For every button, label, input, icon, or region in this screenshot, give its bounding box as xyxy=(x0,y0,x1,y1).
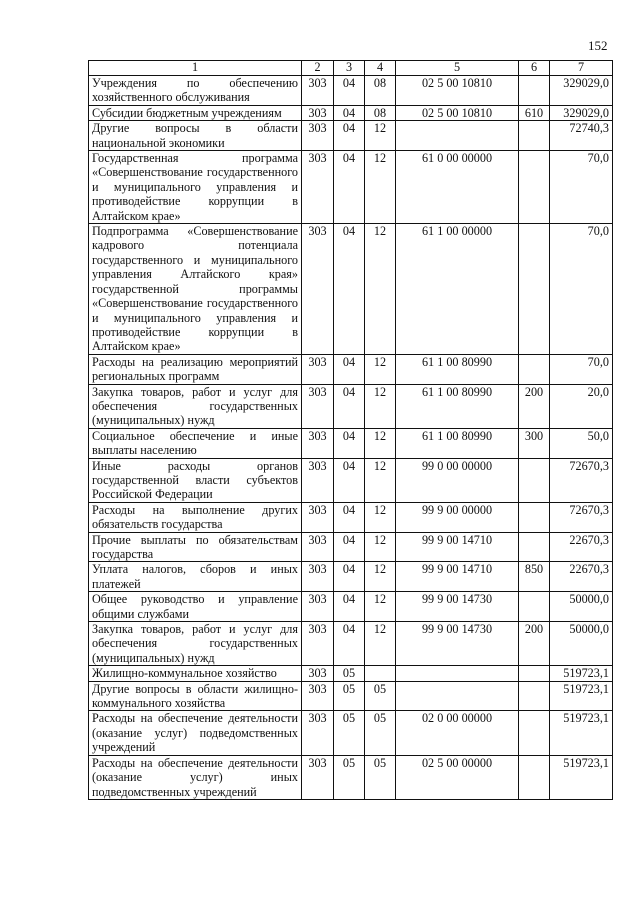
row-amount: 20,0 xyxy=(550,384,613,428)
row-code-subsection: 12 xyxy=(365,532,396,562)
row-code-subsection: 12 xyxy=(365,384,396,428)
row-code-target xyxy=(396,681,519,711)
row-name: Другие вопросы в области национальной экономики xyxy=(89,121,302,151)
row-code-admin: 303 xyxy=(302,502,334,532)
row-code-admin: 303 xyxy=(302,384,334,428)
row-code-section: 04 xyxy=(334,224,365,355)
row-code-admin: 303 xyxy=(302,428,334,458)
table-row xyxy=(89,666,613,681)
row-name: Расходы на выполнение других обязательств государства xyxy=(89,502,302,532)
row-name: Общее руководство и управление общими службами xyxy=(89,592,302,622)
row-code-admin: 303 xyxy=(302,666,334,681)
row-code-target: 61 1 00 80990 xyxy=(396,354,519,384)
row-code-subsection: 12 xyxy=(365,622,396,666)
row-amount: 70,0 xyxy=(550,224,613,355)
row-code-admin: 303 xyxy=(302,121,334,151)
row-code-admin: 303 xyxy=(302,711,334,755)
row-code-target: 99 9 00 14710 xyxy=(396,562,519,592)
row-code-target: 99 9 00 14710 xyxy=(396,532,519,562)
row-code-section: 04 xyxy=(334,532,365,562)
row-code-subsection: 08 xyxy=(365,105,396,120)
row-code-expense-type xyxy=(519,76,550,106)
row-code-admin: 303 xyxy=(302,532,334,562)
table-row xyxy=(89,532,613,562)
row-code-section: 04 xyxy=(334,562,365,592)
row-code-section: 05 xyxy=(334,755,365,799)
row-amount: 72670,3 xyxy=(550,458,613,502)
row-code-target xyxy=(396,121,519,151)
row-amount: 519723,1 xyxy=(550,711,613,755)
row-code-admin: 303 xyxy=(302,681,334,711)
table-row xyxy=(89,755,613,799)
row-code-target: 99 0 00 00000 xyxy=(396,458,519,502)
row-code-admin: 303 xyxy=(302,151,334,224)
row-code-subsection: 12 xyxy=(365,354,396,384)
row-code-expense-type xyxy=(519,592,550,622)
table-row xyxy=(89,562,613,592)
row-code-subsection: 12 xyxy=(365,458,396,502)
row-code-target: 61 1 00 80990 xyxy=(396,428,519,458)
row-code-subsection: 12 xyxy=(365,224,396,355)
row-code-expense-type xyxy=(519,458,550,502)
header-cell-5: 5 xyxy=(396,61,519,76)
budget-table xyxy=(88,60,613,800)
row-code-section: 04 xyxy=(334,622,365,666)
header-cell-3: 3 xyxy=(334,61,365,76)
row-code-expense-type xyxy=(519,224,550,355)
row-amount: 50,0 xyxy=(550,428,613,458)
row-amount: 22670,3 xyxy=(550,562,613,592)
row-code-section: 04 xyxy=(334,458,365,502)
row-code-target: 99 9 00 00000 xyxy=(396,502,519,532)
row-code-target: 02 0 00 00000 xyxy=(396,711,519,755)
header-cell-1: 1 xyxy=(89,61,302,76)
row-code-section: 04 xyxy=(334,592,365,622)
row-code-expense-type xyxy=(519,502,550,532)
row-code-expense-type: 300 xyxy=(519,428,550,458)
row-amount: 70,0 xyxy=(550,354,613,384)
header-cell-2: 2 xyxy=(302,61,334,76)
row-amount: 329029,0 xyxy=(550,76,613,106)
row-code-admin: 303 xyxy=(302,562,334,592)
row-name: Закупка товаров, работ и услуг для обеспечения государственных (муниципальных) нужд xyxy=(89,384,302,428)
header-cell-7: 7 xyxy=(550,61,613,76)
row-code-expense-type: 200 xyxy=(519,384,550,428)
row-amount: 72670,3 xyxy=(550,502,613,532)
table-row xyxy=(89,76,613,106)
row-code-target: 61 1 00 00000 xyxy=(396,224,519,355)
row-code-admin: 303 xyxy=(302,592,334,622)
row-code-section: 04 xyxy=(334,105,365,120)
row-name: Подпрограмма «Совершенствование кадрового потенциала государственного и муниципального управления Алтайского края» государственной программы «Совершенствование государственного и муниципального управления и противодействие коррупции в Алтайском крае» xyxy=(89,224,302,355)
row-name: Иные расходы органов государственной власти субъектов Российской Федерации xyxy=(89,458,302,502)
row-code-subsection: 12 xyxy=(365,562,396,592)
row-name: Социальное обеспечение и иные выплаты населению xyxy=(89,428,302,458)
row-amount: 519723,1 xyxy=(550,755,613,799)
row-code-expense-type xyxy=(519,711,550,755)
row-name: Прочие выплаты по обязательствам государства xyxy=(89,532,302,562)
row-code-section: 05 xyxy=(334,681,365,711)
row-code-section: 04 xyxy=(334,121,365,151)
row-code-admin: 303 xyxy=(302,76,334,106)
row-code-subsection: 12 xyxy=(365,428,396,458)
row-code-subsection: 12 xyxy=(365,592,396,622)
row-name: Расходы на обеспечение деятельности (оказание услуг) иных подведомственных учреждений xyxy=(89,755,302,799)
row-code-subsection: 12 xyxy=(365,151,396,224)
table-row xyxy=(89,458,613,502)
row-amount: 72740,3 xyxy=(550,121,613,151)
row-code-expense-type: 200 xyxy=(519,622,550,666)
row-name: Учреждения по обеспечению хозяйственного обслуживания xyxy=(89,76,302,106)
row-name: Другие вопросы в области жилищно-коммунального хозяйства xyxy=(89,681,302,711)
row-amount: 519723,1 xyxy=(550,681,613,711)
row-code-target: 02 5 00 10810 xyxy=(396,105,519,120)
header-cell-4: 4 xyxy=(365,61,396,76)
row-code-section: 04 xyxy=(334,502,365,532)
row-code-target: 02 5 00 00000 xyxy=(396,755,519,799)
row-code-expense-type xyxy=(519,666,550,681)
table-row xyxy=(89,224,613,355)
row-code-section: 05 xyxy=(334,666,365,681)
row-code-section: 05 xyxy=(334,711,365,755)
header-row xyxy=(89,61,613,76)
row-code-target: 99 9 00 14730 xyxy=(396,592,519,622)
row-name: Субсидии бюджетным учреждениям xyxy=(89,105,302,120)
row-code-expense-type: 850 xyxy=(519,562,550,592)
header-cell-6: 6 xyxy=(519,61,550,76)
row-code-expense-type xyxy=(519,354,550,384)
table-row xyxy=(89,622,613,666)
row-code-target: 02 5 00 10810 xyxy=(396,76,519,106)
row-code-target: 99 9 00 14730 xyxy=(396,622,519,666)
row-code-expense-type xyxy=(519,121,550,151)
row-amount: 329029,0 xyxy=(550,105,613,120)
row-code-subsection: 12 xyxy=(365,502,396,532)
row-code-target xyxy=(396,666,519,681)
row-code-expense-type: 610 xyxy=(519,105,550,120)
row-code-subsection: 05 xyxy=(365,755,396,799)
row-code-target: 61 1 00 80990 xyxy=(396,384,519,428)
page-number: 152 xyxy=(588,38,608,53)
row-name: Государственная программа «Совершенствование государственного и муниципального управления и противодействие коррупции в Алтайском крае» xyxy=(89,151,302,224)
table-row xyxy=(89,681,613,711)
row-code-admin: 303 xyxy=(302,105,334,120)
row-code-section: 04 xyxy=(334,76,365,106)
row-code-target: 61 0 00 00000 xyxy=(396,151,519,224)
row-code-admin: 303 xyxy=(302,458,334,502)
row-name: Уплата налогов, сборов и иных платежей xyxy=(89,562,302,592)
table-row xyxy=(89,592,613,622)
row-code-admin: 303 xyxy=(302,622,334,666)
row-code-admin: 303 xyxy=(302,224,334,355)
table-row xyxy=(89,384,613,428)
row-name: Жилищно-коммунальное хозяйство xyxy=(89,666,302,681)
row-code-subsection: 05 xyxy=(365,711,396,755)
row-code-section: 04 xyxy=(334,428,365,458)
row-name: Расходы на реализацию мероприятий региональных программ xyxy=(89,354,302,384)
table-row xyxy=(89,428,613,458)
table-row xyxy=(89,354,613,384)
table-row xyxy=(89,105,613,120)
row-code-admin: 303 xyxy=(302,354,334,384)
table-row xyxy=(89,711,613,755)
row-code-subsection: 08 xyxy=(365,76,396,106)
row-amount: 519723,1 xyxy=(550,666,613,681)
row-code-section: 04 xyxy=(334,354,365,384)
row-name: Закупка товаров, работ и услуг для обеспечения государственных (муниципальных) нужд xyxy=(89,622,302,666)
row-code-subsection: 12 xyxy=(365,121,396,151)
row-code-subsection xyxy=(365,666,396,681)
row-code-expense-type xyxy=(519,151,550,224)
row-code-admin: 303 xyxy=(302,755,334,799)
table-row xyxy=(89,151,613,224)
row-amount: 50000,0 xyxy=(550,592,613,622)
row-code-subsection: 05 xyxy=(365,681,396,711)
row-amount: 50000,0 xyxy=(550,622,613,666)
table-row xyxy=(89,121,613,151)
row-amount: 70,0 xyxy=(550,151,613,224)
table-row xyxy=(89,502,613,532)
row-code-expense-type xyxy=(519,755,550,799)
row-amount: 22670,3 xyxy=(550,532,613,562)
row-code-expense-type xyxy=(519,681,550,711)
row-code-section: 04 xyxy=(334,151,365,224)
row-code-section: 04 xyxy=(334,384,365,428)
row-code-expense-type xyxy=(519,532,550,562)
row-name: Расходы на обеспечение деятельности (оказание услуг) подведомственных учреждений xyxy=(89,711,302,755)
